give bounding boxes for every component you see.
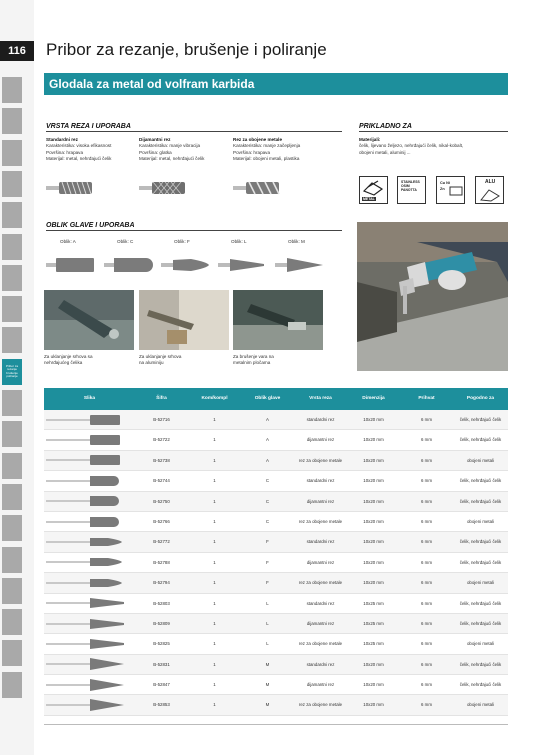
pieces-per-set: 1 — [213, 437, 216, 443]
pieces-per-set: 1 — [213, 478, 216, 484]
shank-size: 6 mm — [421, 416, 432, 422]
table-row — [44, 512, 508, 532]
head-shape: C — [265, 498, 270, 504]
table-row — [44, 634, 508, 654]
grinder-in-use-photo — [357, 222, 508, 371]
cut-type: rez za obojene metale — [298, 702, 343, 708]
pieces-per-set: 1 — [213, 682, 216, 688]
dimension: 10x20 mm — [363, 437, 384, 443]
shank-size: 6 mm — [421, 498, 432, 504]
cut-type: standardni rez — [306, 600, 335, 606]
header-image: Slika — [83, 396, 96, 401]
stainless-icon-label: STAINLESS OSIM PANOTTA — [401, 180, 420, 192]
table-row — [44, 614, 508, 634]
sidebar-chapter-tab[interactable] — [2, 108, 22, 134]
sidebar-chapter-tab[interactable] — [2, 547, 22, 573]
cut-type-line: Materijal: metal, nehrđajući čelik — [139, 155, 205, 161]
pieces-per-set: 1 — [213, 580, 216, 586]
product-code: B-52794 — [153, 580, 170, 586]
product-code: B-52809 — [153, 620, 170, 626]
dimension: 10x20 mm — [363, 702, 384, 708]
table-header — [44, 388, 508, 410]
burr-image — [44, 494, 135, 508]
dimension: 10x25 mm — [363, 620, 384, 626]
cut-type-line: Površina: hrapava — [233, 149, 271, 155]
diamond-cut-bit-image — [139, 180, 187, 196]
shank-size: 6 mm — [421, 580, 432, 586]
standard-cut-bit-image — [46, 180, 94, 196]
pieces-per-set: 1 — [213, 498, 216, 504]
product-code: B-52825 — [153, 641, 170, 647]
header-dimension: Dimenzija — [362, 396, 385, 401]
product-code: B-52722 — [153, 437, 170, 443]
cut-type-standard — [46, 137, 136, 162]
shape-label-f: Oblik: F — [174, 239, 190, 244]
shank-size: 6 mm — [421, 437, 432, 443]
applicable-heading: PRIKLADNO ZA — [359, 123, 412, 130]
cut-type-line: Karakteristika: manje začepljenja — [233, 143, 301, 149]
chapter-sidebar — [0, 0, 34, 755]
header-shank: Prihvat — [418, 396, 435, 401]
cut-type-line: Površina: glatka — [139, 149, 172, 155]
caption-line: metalnim pločama — [233, 360, 271, 366]
burr-image — [44, 433, 135, 447]
caption-line: na aluminiju — [139, 360, 164, 366]
cut-type: dijamantni rez — [306, 437, 335, 443]
shank-size: 6 mm — [421, 478, 432, 484]
materials-text — [359, 137, 509, 156]
header-pcs: Kom/kompl — [201, 396, 228, 401]
head-shape: L — [266, 600, 269, 606]
usage-photo-weld — [233, 290, 323, 350]
suitable-for: čelik, nehrđajući čelik — [459, 437, 502, 443]
suitable-for: čelik, nehrđajući čelik — [459, 682, 502, 688]
burr-image — [44, 657, 135, 671]
caption-line: Za brušenje vara na — [233, 354, 274, 359]
stainless-steel-icon — [397, 176, 426, 204]
suitable-for: čelik, nehrđajući čelik — [459, 559, 502, 565]
burr-image — [44, 535, 135, 549]
table-row — [44, 594, 508, 614]
pieces-per-set: 1 — [213, 539, 216, 545]
suitable-for: obojeni metali — [466, 457, 495, 463]
aluminium-icon — [475, 176, 504, 204]
table-row — [44, 573, 508, 593]
head-shape: F — [266, 580, 269, 586]
table-row — [44, 410, 508, 430]
product-table — [44, 388, 508, 716]
suitable-for: čelik, nehrđajući čelik — [459, 539, 502, 545]
product-code: B-52788 — [153, 559, 170, 565]
sidebar-chapter-tab[interactable] — [2, 640, 22, 666]
dimension: 10x20 mm — [363, 518, 384, 524]
head-shape: C — [265, 518, 270, 524]
table-row — [44, 655, 508, 675]
shape-label-a: Oblik: A — [60, 239, 76, 244]
pieces-per-set: 1 — [213, 661, 216, 667]
shank-size: 6 mm — [421, 641, 432, 647]
burr-image — [44, 555, 135, 569]
sidebar-chapter-tab[interactable] — [2, 515, 22, 541]
metal-icon — [359, 176, 388, 204]
materials-title: Materijali: — [359, 137, 381, 142]
head-shape: A — [266, 416, 269, 422]
cut-type-title: Rez za obojene metale — [233, 137, 283, 142]
table-row — [44, 451, 508, 471]
product-code: B-52716 — [153, 416, 170, 422]
cut-type: rez za obojene metale — [298, 457, 343, 463]
dimension: 10x20 mm — [363, 457, 384, 463]
suitable-for: obojeni metali — [466, 518, 495, 524]
burr-image — [44, 474, 135, 488]
shank-size: 6 mm — [421, 518, 432, 524]
sidebar-chapter-tab[interactable] — [2, 390, 22, 416]
cut-type: standardni rez — [306, 416, 335, 422]
footer-rule — [44, 724, 508, 725]
cut-type: rez za obojene metale — [298, 580, 343, 586]
cut-type-line: Karakteristika: visoka efikasnost — [46, 143, 112, 149]
caption-line: nehrđajućeg čelika — [44, 360, 83, 366]
header-suitable-for: Pogodno za — [466, 396, 495, 401]
burr-image — [44, 678, 135, 692]
materials-line: obojeni metali, aluminij ... — [359, 149, 411, 155]
table-row — [44, 553, 508, 573]
dimension: 10x20 mm — [363, 416, 384, 422]
head-shape: L — [266, 620, 269, 626]
suitable-for: čelik, nehrđajući čelik — [459, 600, 502, 606]
nonferrous-cut-bit-image — [233, 180, 281, 196]
dimension: 10x20 mm — [363, 682, 384, 688]
shape-m-bit-image — [275, 254, 325, 276]
dimension: 10x20 mm — [363, 559, 384, 565]
product-code: B-52803 — [153, 600, 170, 606]
head-shape: M — [265, 682, 270, 688]
pieces-per-set: 1 — [213, 416, 216, 422]
table-body — [44, 410, 508, 716]
product-code: B-52738 — [153, 457, 170, 463]
cut-type-nonferrous — [233, 137, 323, 162]
shank-size: 6 mm — [421, 620, 432, 626]
pieces-per-set: 1 — [213, 600, 216, 606]
shank-size: 6 mm — [421, 661, 432, 667]
aluminium-icon-label: ALU — [485, 179, 496, 185]
section-divider — [46, 230, 342, 231]
cut-type-line: Materijal: metal, nehrđajući čelik — [46, 155, 112, 161]
header-cut-type: Vrsta reza — [309, 396, 332, 401]
sidebar-chapter-tab[interactable] — [2, 672, 22, 698]
dimension: 10x20 mm — [363, 539, 384, 545]
shape-label-l: Oblik: L — [231, 239, 247, 244]
burr-image — [44, 617, 135, 631]
head-shape: A — [266, 457, 269, 463]
sidebar-chapter-tab[interactable] — [2, 484, 22, 510]
dimension: 10x25 mm — [363, 641, 384, 647]
cut-type: standardni rez — [306, 661, 335, 667]
cut-type: rez za obojene metale — [298, 518, 343, 524]
section-divider — [359, 131, 508, 132]
product-code: B-52831 — [153, 661, 170, 667]
cut-type-diamond — [139, 137, 229, 162]
shape-label-m: Oblik: M — [288, 239, 305, 244]
shape-c-bit-image — [104, 254, 154, 276]
suitable-for: obojeni metali — [466, 702, 495, 708]
caption-line: Za uklanjanje srhova sa — [44, 354, 93, 359]
shank-size: 6 mm — [421, 457, 432, 463]
suitable-for: čelik, nehrđajući čelik — [459, 661, 502, 667]
table-row — [44, 532, 508, 552]
usage-photo-aluminium — [139, 290, 229, 350]
shape-a-bit-image — [46, 254, 96, 276]
burr-image — [44, 515, 135, 529]
cut-type: dijamantni rez — [306, 498, 335, 504]
shape-l-bit-image — [218, 254, 268, 276]
dimension: 10x25 mm — [363, 600, 384, 606]
product-code: B-52744 — [153, 478, 170, 484]
sidebar-chapter-tab[interactable] — [2, 453, 22, 479]
pieces-per-set: 1 — [213, 457, 216, 463]
cut-type: dijamantni rez — [306, 682, 335, 688]
pieces-per-set: 1 — [213, 641, 216, 647]
suitable-for: čelik, nehrđajući čelik — [459, 620, 502, 626]
page-number: 116 — [0, 41, 34, 61]
caption-stainless — [44, 354, 93, 367]
head-shape: L — [266, 641, 269, 647]
suitable-for: čelik, nehrđajući čelik — [459, 478, 502, 484]
cut-type: standardni rez — [306, 539, 335, 545]
product-code: B-52772 — [153, 539, 170, 545]
metal-icon-label: METAL — [363, 197, 375, 201]
cut-type: dijamantni rez — [306, 559, 335, 565]
product-code: B-52853 — [153, 702, 170, 708]
sidebar-tab-label: Pribor za rezanje brušenje poliranje — [5, 363, 18, 378]
table-row — [44, 471, 508, 491]
product-banner: Glodala za metal od volfram karbida — [44, 73, 508, 95]
burr-image — [44, 413, 135, 427]
head-shape: F — [266, 559, 269, 565]
sidebar-chapter-tab[interactable] — [2, 171, 22, 197]
product-code: B-52766 — [153, 518, 170, 524]
head-shape-heading: OBLIK GLAVE I UPORABA — [46, 222, 135, 229]
nonferrous-icon-label: Cu Ni Zn — [440, 181, 450, 191]
sidebar-chapter-tab[interactable] — [2, 234, 22, 260]
sidebar-chapter-tab[interactable] — [2, 421, 22, 447]
shank-size: 6 mm — [421, 702, 432, 708]
materials-line: čelik, lijevano željezo, nehrđajući čelik, nikal-kobalt, — [359, 143, 464, 149]
table-row — [44, 695, 508, 715]
table-row — [44, 675, 508, 695]
burr-image — [44, 596, 135, 610]
shank-size: 6 mm — [421, 600, 432, 606]
shank-size: 6 mm — [421, 682, 432, 688]
head-shape: M — [265, 702, 270, 708]
burr-image — [44, 453, 135, 467]
cut-type-line: Površina: hrapava — [46, 149, 84, 155]
sidebar-chapter-tab[interactable] — [2, 609, 22, 635]
cut-type-line: Materijal: obojeni metali, plastika — [233, 155, 300, 161]
cut-type: standardni rez — [306, 478, 335, 484]
dimension: 10x20 mm — [363, 498, 384, 504]
cut-type: dijamantni rez — [306, 620, 335, 626]
suitable-for: čelik, nehrđajući čelik — [459, 416, 502, 422]
sidebar-chapter-tab[interactable] — [2, 77, 22, 103]
dimension: 10x20 mm — [363, 580, 384, 586]
head-shape: A — [266, 437, 269, 443]
suitable-for: obojeni metali — [466, 580, 495, 586]
non-ferrous-icon — [436, 176, 465, 204]
caption-weld — [233, 354, 274, 367]
table-row — [44, 430, 508, 450]
product-code: B-52750 — [153, 498, 170, 504]
pieces-per-set: 1 — [213, 559, 216, 565]
burr-image — [44, 698, 135, 712]
sidebar-chapter-tab[interactable] — [2, 296, 22, 322]
sidebar-chapter-tab[interactable] — [2, 140, 22, 166]
sidebar-chapter-tab[interactable] — [2, 202, 22, 228]
shape-label-c: Oblik: C — [117, 239, 134, 244]
caption-line: Za uklanjanje srhova — [139, 354, 182, 359]
cut-type: rez za obojene metale — [298, 641, 343, 647]
head-shape: C — [265, 478, 270, 484]
cut-type-title: Standardni rez — [46, 137, 78, 142]
page-title: Pribor za rezanje, brušenje i poliranje — [46, 40, 327, 59]
dimension: 10x20 mm — [363, 661, 384, 667]
burr-image — [44, 576, 135, 590]
cut-types-heading: VRSTA REZA I UPORABA — [46, 123, 131, 130]
header-head-shape: Oblik glave — [254, 396, 281, 401]
product-code: B-52847 — [153, 682, 170, 688]
dimension: 10x20 mm — [363, 478, 384, 484]
shank-size: 6 mm — [421, 559, 432, 565]
suitable-for: obojeni metali — [466, 641, 495, 647]
cut-type-line: Karakteristika: manje vibracija — [139, 143, 201, 149]
pieces-per-set: 1 — [213, 702, 216, 708]
sidebar-chapter-tab[interactable] — [2, 265, 22, 291]
pieces-per-set: 1 — [213, 518, 216, 524]
head-shape: M — [265, 661, 270, 667]
sidebar-chapter-tab[interactable] — [2, 327, 22, 353]
shape-f-bit-image — [161, 254, 211, 276]
pieces-per-set: 1 — [213, 620, 216, 626]
sidebar-chapter-tab[interactable] — [2, 578, 22, 604]
sidebar-chapter-tab[interactable] — [2, 359, 22, 385]
table-row — [44, 492, 508, 512]
suitable-for: čelik, nehrđajući čelik — [459, 498, 502, 504]
head-shape: F — [266, 539, 269, 545]
shank-size: 6 mm — [421, 539, 432, 545]
cut-type-title: Dijamantni rez — [139, 137, 171, 142]
section-divider — [46, 131, 342, 132]
usage-photo-stainless — [44, 290, 134, 350]
header-code: Šifra — [156, 396, 167, 401]
burr-image — [44, 637, 135, 651]
caption-aluminium — [139, 354, 181, 367]
